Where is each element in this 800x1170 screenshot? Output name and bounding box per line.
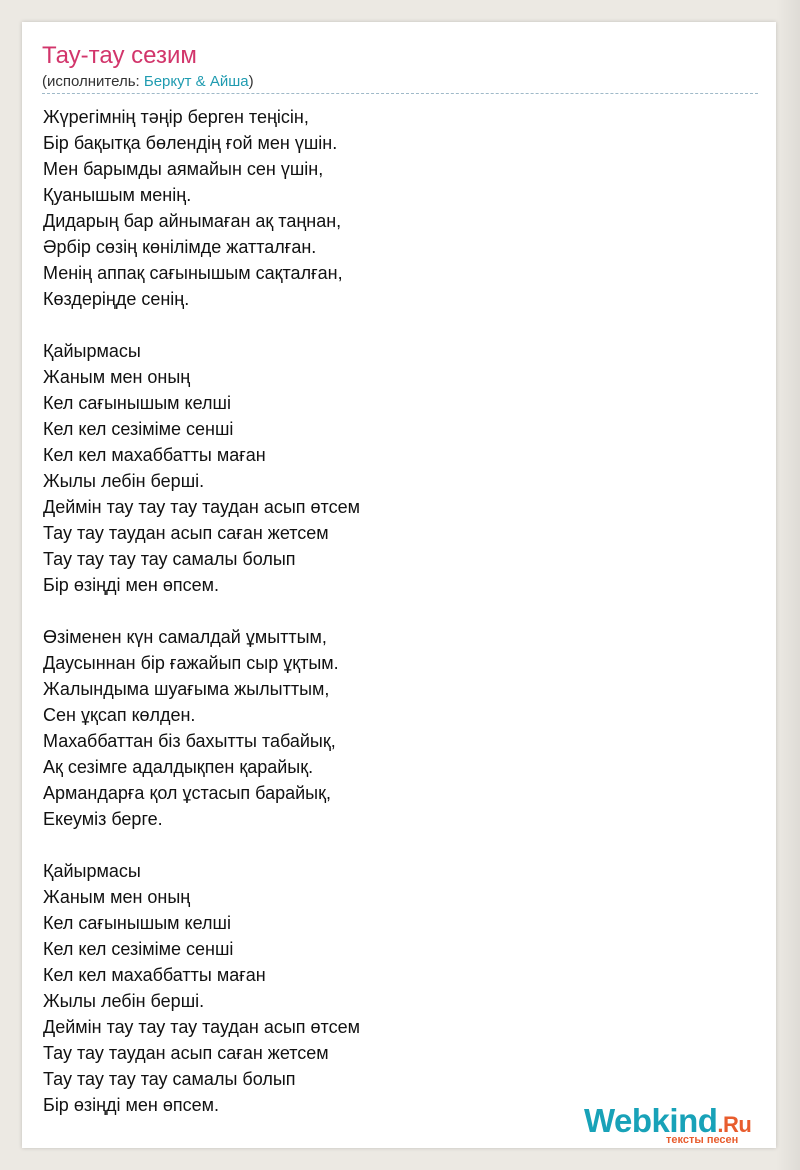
lyric-line: Жаным мен оның <box>43 887 191 907</box>
page-edge-shadow <box>776 0 800 1170</box>
performer-suffix: ) <box>248 73 254 90</box>
lyric-line: Сен ұқсап көлден. <box>43 705 196 725</box>
lyric-line: Деймін тау тау тау таудан асып өтсем <box>43 1017 360 1037</box>
artist-link[interactable]: Беркут & Айша <box>143 73 249 90</box>
logo-domain-suffix: .Ru <box>717 1112 752 1137</box>
logo-tagline: тексты песен <box>666 1134 739 1146</box>
lyric-line: Жүрегімнің тәңір берген теңісін, <box>43 107 309 127</box>
lyric-line: Кел кел махаббатты маған <box>43 445 266 465</box>
song-title: Тау-тау сезим <box>42 42 197 69</box>
lyric-line: Армандарға қол ұстасып барайық, <box>43 783 331 803</box>
lyric-line: Бір бақытқа бөлендің ғой мен үшін. <box>43 133 338 153</box>
header-divider <box>42 93 758 94</box>
stanza-gap <box>43 312 743 338</box>
lyric-line: Тау тау таудан асып саған жетсем <box>43 1043 329 1063</box>
lyrics-body <box>43 104 743 1118</box>
stanza-gap <box>43 832 743 858</box>
lyric-line: Ақ сезімге адалдықпен қарайық. <box>43 757 314 777</box>
lyric-line: Кел кел махаббатты маған <box>43 965 266 985</box>
performer-line <box>42 72 254 92</box>
performer-prefix: (исполнитель: <box>42 73 144 90</box>
lyric-line: Тау тау тау тау самалы болып <box>43 549 296 569</box>
webkind-logo[interactable] <box>584 1102 784 1148</box>
lyric-line: Жаным мен оның <box>43 367 191 387</box>
lyric-line: Қуанышым менің. <box>43 185 192 205</box>
lyric-line: Жалындыма шуағыма жылыттым, <box>43 679 330 699</box>
lyric-line: Қайырмасы <box>43 861 141 881</box>
lyric-line: Дидарың бар айнымаған ақ таңнан, <box>43 211 342 231</box>
lyric-line: Тау тау таудан асып саған жетсем <box>43 523 329 543</box>
lyric-line: Кел кел сезіміме сенші <box>43 419 234 439</box>
lyric-line: Кел кел сезіміме сенші <box>43 939 234 959</box>
lyric-line: Даусыннан бір ғажайып сыр ұқтым. <box>43 653 339 673</box>
lyric-line: Кел сағынышым келші <box>43 393 231 413</box>
lyric-line: Тау тау тау тау самалы болып <box>43 1069 296 1089</box>
logo-main-text: Webkind <box>584 1102 718 1139</box>
lyric-line: Деймін тау тау тау таудан асып өтсем <box>43 497 360 517</box>
lyric-line: Өзіменен күн самалдай ұмыттым, <box>43 627 327 647</box>
lyrics-page <box>22 22 776 1148</box>
stanza-gap <box>43 598 743 624</box>
lyric-line: Жылы лебін берші. <box>43 471 205 491</box>
lyric-line: Мен барымды аямайын сен үшін, <box>43 159 324 179</box>
lyric-line: Кел сағынышым келші <box>43 913 231 933</box>
lyric-line: Махаббаттан біз бахытты табайық, <box>43 731 336 751</box>
lyric-line: Менің аппақ сағынышым сақталған, <box>43 263 343 283</box>
lyric-line: Екеуміз берге. <box>43 809 163 829</box>
lyric-line: Бір өзіңді мен өпсем. <box>43 575 220 595</box>
lyric-line: Жылы лебін берші. <box>43 991 205 1011</box>
lyric-line: Көздеріңде сенің. <box>43 289 190 309</box>
lyric-line: Қайырмасы <box>43 341 141 361</box>
lyric-line: Әрбір сөзің көнілімде жатталған. <box>43 237 317 257</box>
lyric-line: Бір өзіңді мен өпсем. <box>43 1095 220 1115</box>
